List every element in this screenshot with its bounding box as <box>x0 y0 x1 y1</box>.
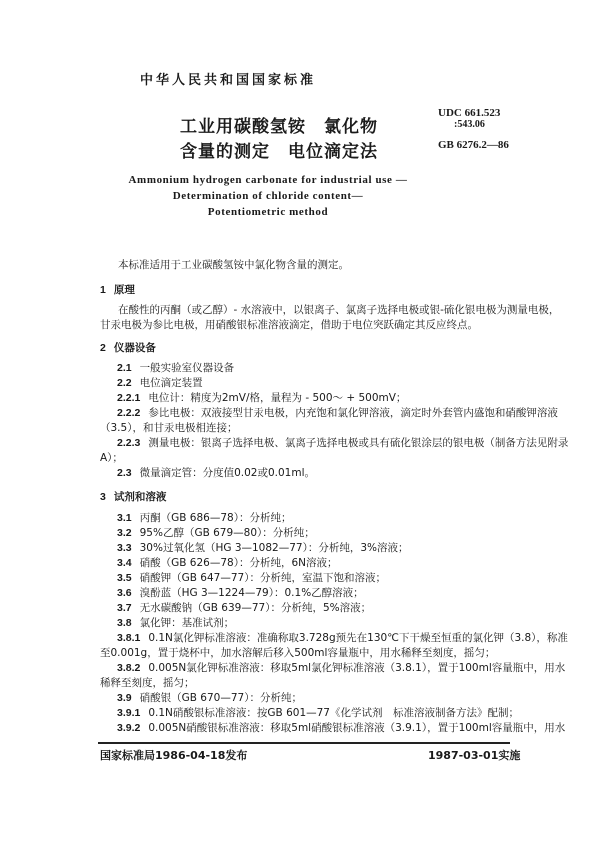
clause-text: 氯化钾：基准试剂； <box>139 617 235 629</box>
title-line-1: 工业用碳酸氢铵 氯化物 <box>180 117 378 137</box>
clause-item <box>117 617 234 630</box>
udc-code: UDC 661.523 <box>438 107 501 119</box>
clause-number: 3.1 <box>117 512 132 524</box>
clause-number: 3.3 <box>117 542 132 554</box>
clause-text: 硝酸银（GB 670—77）：分析纯； <box>139 692 302 704</box>
clause-text: 30%过氧化氢（HG 3—1082—77）：分析纯，3%溶液； <box>139 542 409 554</box>
clause-item <box>117 557 337 570</box>
clause-item <box>117 512 291 525</box>
clause-number: 3.7 <box>117 602 132 614</box>
clause-number: 3.6 <box>117 587 132 599</box>
clause-text: 一般实验室仪器设备 <box>139 362 235 374</box>
clause-item <box>117 632 568 645</box>
standard-type: 中华人民共和国国家标准 <box>140 73 317 88</box>
clause-continuation: 稀释至刻度，摇匀； <box>100 677 195 689</box>
clause-item <box>117 542 409 555</box>
clause-continuation: 至0.001g，置于烧杯中，加水溶解后移入500ml容量瓶中，用水稀释至刻度，摇匀； <box>100 647 496 659</box>
clause-number: 3.8.1 <box>117 632 141 644</box>
clause-number: 3.2 <box>117 527 132 539</box>
clause-text: 电位滴定装置 <box>139 377 203 389</box>
clause-number: 3.8 <box>117 617 132 629</box>
clause-text: 0.005N氯化钾标准溶液：移取5ml氯化钾标准溶液（3.8.1），置于100ml容量瓶中，用水 <box>148 662 566 674</box>
clause-text: 0.005N硝酸银标准溶液：移取5ml硝酸银标准溶液（3.9.1），置于100ml容量瓶中，用水 <box>148 722 566 734</box>
clause-text: 0.1N硝酸银标准溶液：按GB 601—77《化学试剂 标准溶液制备方法》配制； <box>148 707 519 719</box>
paragraph: 在酸性的丙酮（或乙醇）- 水溶液中，以银离子、氯离子选择电极或银-硫化银电极为测量电极， <box>118 304 560 316</box>
section-3-heading: 3 试剂和溶液 <box>100 491 167 503</box>
clause-text: 无水碳酸钠（GB 639—77）：分析纯，5%溶液； <box>139 602 372 614</box>
english-title-1: Ammonium hydrogen carbonate for industrial use — <box>128 174 408 186</box>
paragraph: 甘汞电极为参比电极，用硝酸银标准溶液滴定，借助于电位突跃确定其反应终点。 <box>100 319 478 331</box>
clause-number: 2.1 <box>117 362 132 374</box>
issue-date: 国家标准局1986-04-18发布 <box>100 749 248 762</box>
udc-code-2: :543.06 <box>454 119 485 130</box>
gb-number: GB 6276.2—86 <box>438 139 509 151</box>
clause-text: 参比电极：双液接型甘汞电极，内充饱和氯化钾溶液，滴定时外套管内盛饱和硝酸钾溶液 <box>148 407 558 419</box>
footer-divider <box>98 742 510 744</box>
clause-item <box>117 572 386 585</box>
section-1-heading: 1 原理 <box>100 284 135 296</box>
clause-continuation: （3.5），和甘汞电极相连接； <box>100 422 238 434</box>
clause-text: 丙酮（GB 686—78）：分析纯； <box>139 512 292 524</box>
scope-text: 本标准适用于工业碳酸氢铵中氯化物含量的测定。 <box>118 259 349 271</box>
section-2-heading: 2 仪器设备 <box>100 342 156 354</box>
clause-text: 硝酸钾（GB 647—77）：分析纯，室温下饱和溶液； <box>139 572 386 584</box>
clause-text: 微量滴定管：分度值0.02或0.01ml。 <box>139 467 316 479</box>
clause-continuation: A）； <box>100 452 123 464</box>
clause-number: 3.9.2 <box>117 722 141 734</box>
clause-item <box>117 407 558 420</box>
clause-number: 2.2.3 <box>117 437 141 449</box>
clause-text: 0.1N氯化钾标准溶液：准确称取3.728g预先在130℃下干燥至恒重的氯化钾（3.8），称准 <box>148 632 568 644</box>
clause-item <box>117 437 568 450</box>
clause-number: 3.4 <box>117 557 132 569</box>
clause-text: 硝酸（GB 626—78）：分析纯，6N溶液； <box>139 557 338 569</box>
clause-item <box>117 602 371 615</box>
clause-number: 3.5 <box>117 572 132 584</box>
clause-text: 电位计：精度为2mV/格，量程为 - 500～ + 500mV； <box>148 392 407 404</box>
clause-text: 95%乙醇（GB 679—80）：分析纯； <box>139 527 315 539</box>
title-line-2: 含量的测定 电位滴定法 <box>180 142 378 162</box>
clause-number: 2.3 <box>117 467 132 479</box>
clause-number: 3.8.2 <box>117 662 141 674</box>
clause-number: 3.9.1 <box>117 707 141 719</box>
clause-number: 2.2.2 <box>117 407 141 419</box>
english-title-2: Determination of chloride content— <box>172 190 364 202</box>
clause-item <box>117 362 234 375</box>
english-title-3: Potentiometric method <box>207 206 329 218</box>
clause-number: 2.2 <box>117 377 132 389</box>
clause-item <box>117 392 406 405</box>
clause-item <box>117 692 302 705</box>
clause-text: 溴酚蓝（HG 3—1224—79）：0.1%乙醇溶液； <box>139 587 364 599</box>
clause-item <box>117 377 203 390</box>
clause-text: 测量电极：银离子选择电极、氯离子选择电极或具有硫化银涂层的银电极（制备方法见附录 <box>148 437 569 449</box>
effective-date: 1987-03-01实施 <box>428 749 521 762</box>
clause-item <box>117 662 565 675</box>
clause-number: 3.9 <box>117 692 132 704</box>
clause-number: 2.2.1 <box>117 392 141 404</box>
clause-item <box>117 707 519 720</box>
clause-item <box>117 722 565 735</box>
clause-item <box>117 527 315 540</box>
clause-item <box>117 467 315 480</box>
clause-item <box>117 587 364 600</box>
